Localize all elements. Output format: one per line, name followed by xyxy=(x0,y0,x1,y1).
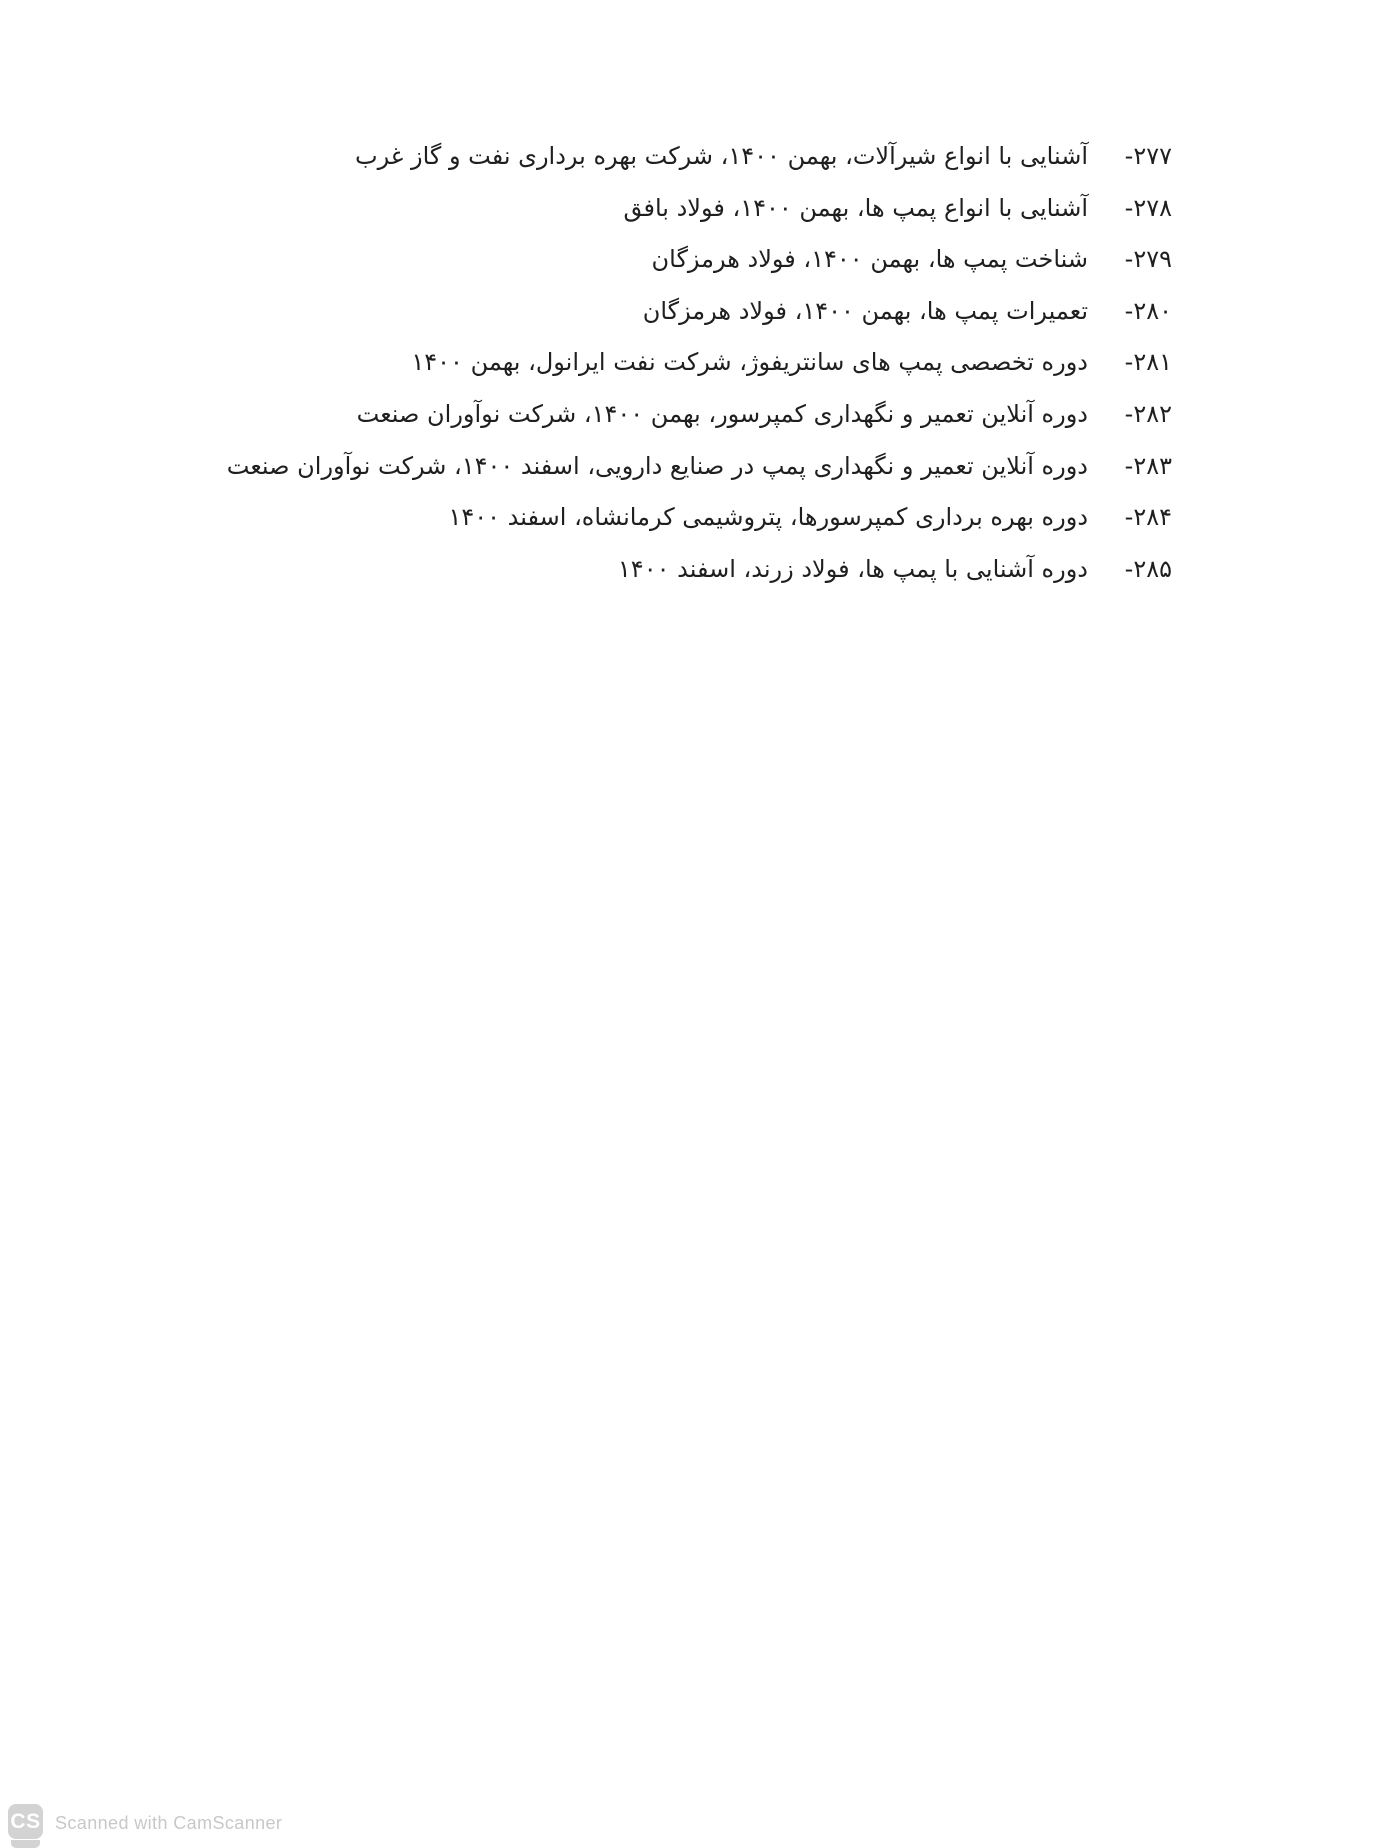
list-item xyxy=(180,286,1172,338)
item-text: دوره آنلاین تعمیر و نگهداری پمپ در صنایع دارویی، اسفند ۱۴۰۰، شرکت نوآوران صنعت xyxy=(226,451,1088,480)
list-item xyxy=(180,234,1172,286)
camscanner-watermark xyxy=(8,1804,282,1848)
cs-logo-tail xyxy=(11,1840,40,1848)
camscanner-logo-icon xyxy=(8,1804,43,1848)
list-item xyxy=(180,441,1172,493)
watermark-label: Scanned with CamScanner xyxy=(55,1812,283,1833)
list-item xyxy=(180,544,1172,596)
cs-logo-badge: CS xyxy=(8,1804,43,1839)
list-item xyxy=(180,183,1172,235)
item-number: -۲۸۴ xyxy=(1124,503,1172,532)
list-item xyxy=(180,389,1172,441)
item-number: -۲۸۱ xyxy=(1124,348,1172,377)
item-text: تعمیرات پمپ ها، بهمن ۱۴۰۰، فولاد هرمزگان xyxy=(642,296,1088,325)
item-number: -۲۸۳ xyxy=(1124,451,1172,480)
item-text: آشنایی با انواع شیرآلات، بهمن ۱۴۰۰، شرکت بهره برداری نفت و گاز غرب xyxy=(354,142,1088,170)
item-number: -۲۸۰ xyxy=(1124,296,1172,325)
course-list xyxy=(180,131,1172,595)
item-number: -۲۷۹ xyxy=(1124,245,1172,274)
item-text: دوره آنلاین تعمیر و نگهداری کمپرسور، بهمن ۱۴۰۰، شرکت نوآوران صنعت xyxy=(356,399,1088,428)
item-text: شناخت پمپ ها، بهمن ۱۴۰۰، فولاد هرمزگان xyxy=(651,245,1088,274)
item-text: دوره بهره برداری کمپرسورها، پتروشیمی کرمانشاه، اسفند ۱۴۰۰ xyxy=(448,503,1088,532)
item-number: -۲۸۲ xyxy=(1124,399,1172,428)
item-text: دوره آشنایی با پمپ ها، فولاد زرند، اسفند ۱۴۰۰ xyxy=(617,554,1088,583)
item-number: -۲۷۷ xyxy=(1124,142,1172,170)
item-number: -۲۸۵ xyxy=(1124,554,1172,583)
list-item xyxy=(180,131,1172,183)
list-item xyxy=(180,337,1172,389)
list-item xyxy=(180,492,1172,544)
item-text: آشنایی با انواع پمپ ها، بهمن ۱۴۰۰، فولاد بافق xyxy=(623,193,1088,222)
item-number: -۲۷۸ xyxy=(1124,193,1172,222)
item-text: دوره تخصصی پمپ های سانتریفوژ، شرکت نفت ایرانول، بهمن ۱۴۰۰ xyxy=(411,348,1088,377)
